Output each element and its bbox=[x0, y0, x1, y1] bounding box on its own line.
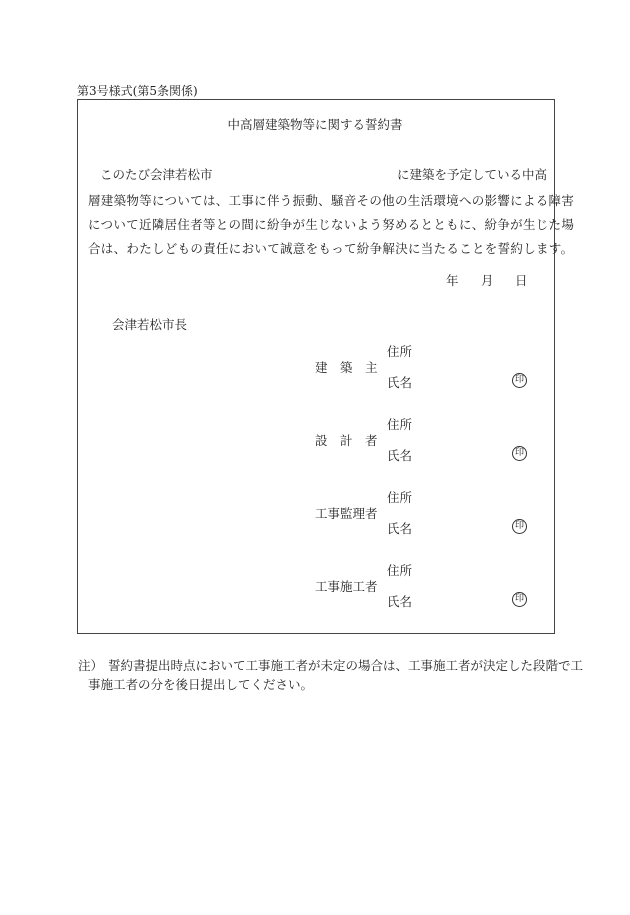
note-marker: 注） bbox=[78, 658, 104, 673]
body-line-2: 層建築物等については、工事に伴う振動、騒音その他の生活環境への影響による障害 bbox=[88, 193, 575, 208]
party-name-label: 氏名 bbox=[387, 448, 413, 463]
addressee: 会津若松市長 bbox=[112, 317, 188, 332]
party-name-label: 氏名 bbox=[387, 375, 413, 390]
date-month-label: 月 bbox=[481, 273, 494, 288]
party-name-label: 氏名 bbox=[387, 521, 413, 536]
seal-icon: 印 bbox=[512, 373, 527, 388]
party-address-label: 住所 bbox=[387, 344, 413, 359]
party-address-label: 住所 bbox=[387, 417, 413, 432]
date-day-label: 日 bbox=[515, 273, 528, 288]
body-line-1-end: に建築を予定している中高 bbox=[397, 167, 548, 182]
party-name-label: 氏名 bbox=[387, 594, 413, 609]
form-number-label: 第3号様式(第5条関係) bbox=[77, 84, 198, 98]
date-year-label: 年 bbox=[446, 273, 459, 288]
party-role-contractor: 工事施工者 bbox=[315, 579, 378, 594]
body-line-1-start: このたび会津若松市 bbox=[100, 167, 213, 182]
seal-icon: 印 bbox=[512, 446, 527, 461]
party-address-label: 住所 bbox=[387, 563, 413, 578]
note-line-2: 事施工者の分を後日提出してください。 bbox=[88, 677, 314, 692]
body-line-4: 合は、わたしどもの責任において誠意をもって紛争解決に当たることを誓約します。 bbox=[88, 241, 574, 256]
seal-icon: 印 bbox=[512, 519, 527, 534]
body-line-3: について近隣居住者等との間に紛争が生じないよう努めるとともに、紛争が生じた場 bbox=[88, 217, 575, 232]
seal-icon: 印 bbox=[512, 592, 527, 607]
party-role-supervisor: 工事監理者 bbox=[315, 506, 378, 521]
note-line-1: 誓約書提出時点において工事施工者が未定の場合は、工事施工者が決定した段階で工 bbox=[108, 658, 584, 673]
party-role-designer: 設 計 者 bbox=[315, 433, 378, 448]
party-address-label: 住所 bbox=[387, 490, 413, 505]
document-title: 中高層建築物等に関する誓約書 bbox=[227, 117, 403, 132]
party-role-builder: 建 築 主 bbox=[315, 360, 378, 375]
